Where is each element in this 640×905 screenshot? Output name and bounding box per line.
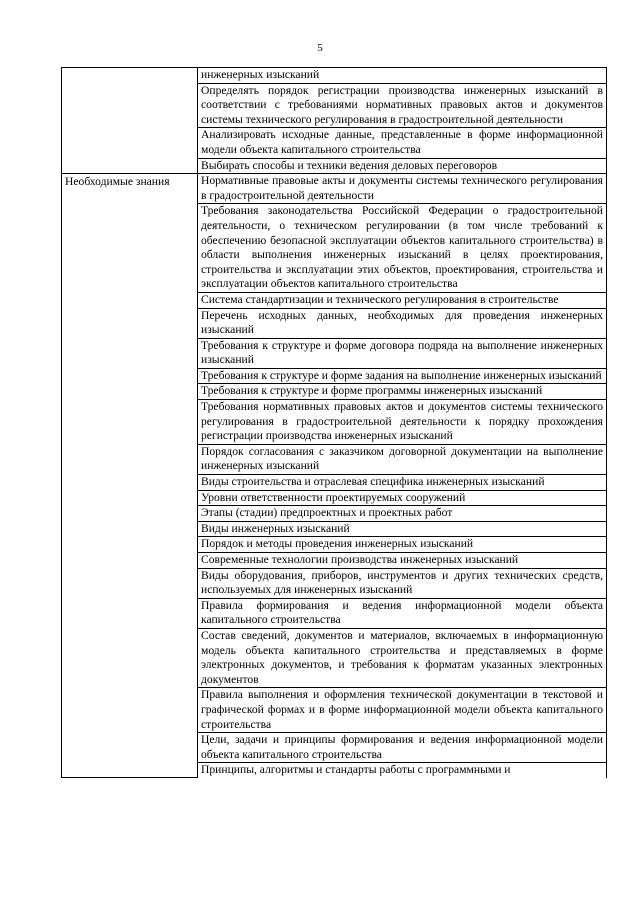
- table-cell: Требования к структуре и форме задания на выполнение инженерных изысканий: [198, 368, 607, 384]
- table-cell: Система стандартизации и технического регулирования в строительстве: [198, 292, 607, 308]
- table-cell: Требования нормативных правовых актов и документов системы технического регулирования в градостроительной деятельности к порядку прохождения регистрации производства инженерных изысканий: [198, 400, 607, 445]
- table-cell: Этапы (стадии) предпроектных и проектных работ: [198, 506, 607, 522]
- page-number: 5: [317, 42, 323, 54]
- table-cell: Виды оборудования, приборов, инструментов и других технических средств, используемых для инженерных изысканий: [198, 568, 607, 598]
- table-cell: Цели, задачи и принципы формирования и ведения информационной модели объекта капитального строительства: [198, 733, 607, 763]
- table-cell: Выбирать способы и техники ведения деловых переговоров: [198, 158, 607, 174]
- table-row: [62, 68, 607, 84]
- table-cell: Правила выполнения и оформления технической документации в текстовой и графической формах и в форме информационной модели объекта капитального строительства: [198, 688, 607, 733]
- table-cell: Определять порядок регистрации производства инженерных изысканий в соответствии с требованиями нормативных правовых актов и документов системы технического регулирования в градостроительной деятельности: [198, 83, 607, 128]
- table-cell: инженерных изысканий: [198, 68, 607, 84]
- section-label-skills: [62, 68, 198, 174]
- table-cell: Уровни ответственности проектируемых сооружений: [198, 490, 607, 506]
- table-cell: Виды инженерных изысканий: [198, 521, 607, 537]
- table-cell: Требования законодательства Российской Федерации о градостроительной деятельности, о техническом регулировании (в том числе требований к обеспечению безопасной эксплуатации объектов капитального строительства) в области выполнения инженерных изысканий в целях проектирования, строительства и эксплуатации этих объектов, проектирования, строительства и эксплуатации объектов капитального строительства: [198, 204, 607, 293]
- qualification-table: [61, 67, 607, 778]
- table-cell: Порядок согласования с заказчиком договорной документации на выполнение инженерных изысканий: [198, 444, 607, 474]
- table-cell: Виды строительства и отраслевая специфика инженерных изысканий: [198, 475, 607, 491]
- section-label-knowledge: Необходимые знания: [62, 174, 198, 778]
- table-cell: Принципы, алгоритмы и стандарты работы с программными и: [198, 763, 607, 778]
- table-cell: Современные технологии производства инженерных изысканий: [198, 553, 607, 569]
- table-cell: Порядок и методы проведения инженерных изысканий: [198, 537, 607, 553]
- table-cell: Нормативные правовые акты и документы системы технического регулирования в градостроительной деятельности: [198, 174, 607, 204]
- table-cell: Требования к структуре и форме программы инженерных изысканий: [198, 384, 607, 400]
- table-cell: Правила формирования и ведения информационной модели объекта капитального строительства: [198, 598, 607, 628]
- table-cell: Состав сведений, документов и материалов, включаемых в информационную модель объекта капитального строительства и представляемых в форме электронных документов, и требования к форматам указанных электронных документов: [198, 628, 607, 687]
- table-cell: Перечень исходных данных, необходимых для проведения инженерных изысканий: [198, 308, 607, 338]
- table-cell: Требования к структуре и форме договора подряда на выполнение инженерных изысканий: [198, 338, 607, 368]
- table-row: [62, 174, 607, 204]
- table-cell: Анализировать исходные данные, представленные в форме информационной модели объекта капитального строительства: [198, 128, 607, 158]
